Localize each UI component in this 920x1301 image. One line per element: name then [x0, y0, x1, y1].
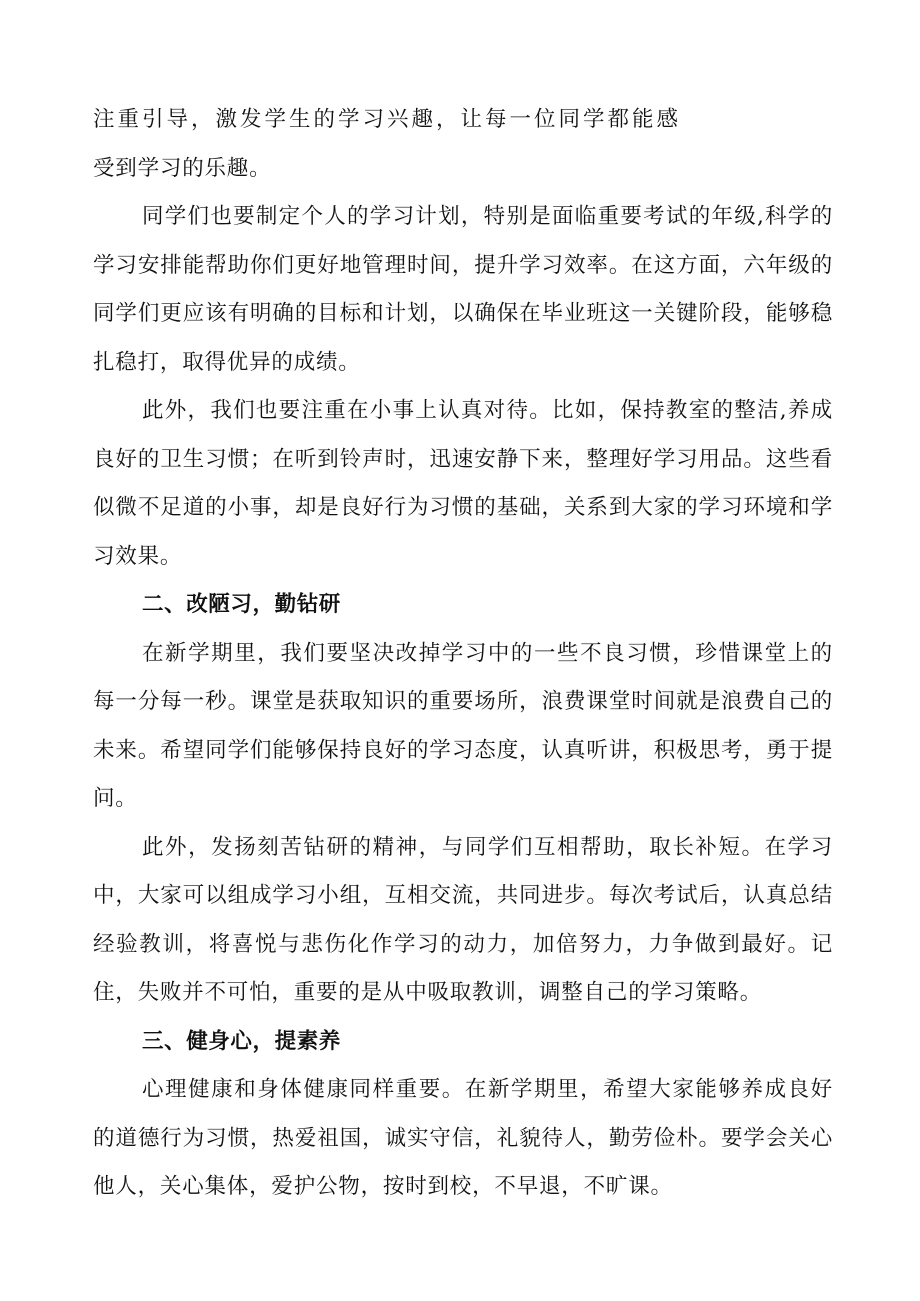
paragraph-study-plan: 同学们也要制定个人的学习计划，特别是面临重要考试的年级,科学的学习安排能帮助你们更好地管理时间，提升学习效率。在这方面，六年级的同学们更应该有明确的目标和计划，以确保在毕业班这一关键阶段，能够稳扎稳打，取得优异的成绩。 — [93, 204, 833, 375]
section-heading-3: 三、健身心，提素养 — [142, 1028, 341, 1054]
paragraph-small-things: 此外，我们也要注重在小事上认真对待。比如，保持教室的整洁,养成良好的卫生习惯；在听到铃声时，迅速安静下来，整理好学习用品。这些看似微不足道的小事，却是良好行为习惯的基础，关系到大家的学习环境和学习效果。 — [93, 398, 833, 569]
paragraph-continuation — [93, 96, 833, 193]
paragraph-diligence: 此外，发扬刻苦钻研的精神，与同学们互相帮助，取长补短。在学习中，大家可以组成学习小组，互相交流，共同进步。每次考试后，认真总结经验教训，将喜悦与悲伤化作学习的动力，加倍努力，力争做到最好。记住，失败并不可怕，重要的是从中吸取教训，调整自己的学习策略。 — [93, 834, 833, 1005]
paragraph-health: 心理健康和身体健康同样重要。在新学期里，希望大家能够养成良好的道德行为习惯，热爱祖国，诚实守信，礼貌待人，勤劳俭朴。要学会关心他人，关心集体，爱护公物，按时到校，不早退，不旷课。 — [93, 1077, 833, 1199]
section-heading-2: 二、改陋习，勤钻研 — [142, 592, 341, 617]
document-body — [93, 96, 833, 1212]
paragraph-line: 受到学习的乐趣。 — [93, 155, 272, 181]
paragraph-line: 注重引导，激发学生的学习兴趣，让每一位同学都能感 — [93, 107, 682, 132]
paragraph-bad-habits: 在新学期里，我们要坚决改掉学习中的一些不良习惯，珍惜课堂上的每一分每一秒。课堂是获取知识的重要场所，浪费课堂时间就是浪费自己的未来。希望同学们能够保持良好的学习态度，认真听讲，积极思考，勇于提问。 — [93, 640, 833, 811]
